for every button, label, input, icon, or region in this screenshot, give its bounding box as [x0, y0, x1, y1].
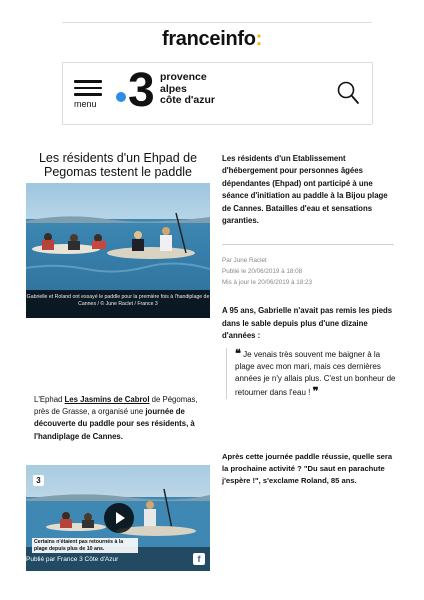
menu-button[interactable] [74, 80, 102, 109]
updated-date: Mis à jour le 20/06/2019 à 18:23 [222, 279, 312, 286]
paragraph-ephad: L'Ephad Les Jasmins de Cabrol de Pégomas, près de Grasse, a organisé une journée de découverte du paddle pour ses résidents, à l'handiplage de Cannes. [34, 395, 198, 441]
photo-caption: Gabrielle et Roland ont essayé le paddle pour la première fois à l'handiplage de Cannes / © June Raclet / France 3 [26, 290, 210, 318]
franceinfo-logo[interactable]: franceinfo: [161, 28, 263, 50]
author-byline: Par June Raclet [222, 257, 267, 264]
play-button[interactable] [104, 503, 134, 533]
article-meta [222, 255, 312, 288]
hamburger-icon [74, 80, 102, 83]
published-date: Publié le 20/06/2019 à 18:08 [222, 268, 303, 275]
region-name: provence alpes côte d'azur [160, 71, 216, 106]
france3-badge: 3 [33, 475, 44, 486]
header-right-border [372, 62, 373, 124]
video-publisher: Publié par France 3 Côte d'Azur [26, 556, 119, 563]
search-icon [336, 80, 360, 106]
blockquote [226, 348, 396, 399]
video-player[interactable] [26, 465, 210, 571]
video-caption: Certains n'étaient pas retournés à la plage depuis plus de 10 ans. [32, 538, 138, 553]
quote-text: Je venais très souvent me baigner à la plage avec mon mari, mais ces dernières années je n'y allais plus. C'est un bonheur de retourner dans l'eau ! [235, 350, 396, 397]
logo-number: 3 [128, 64, 155, 117]
quote-open-icon: ❝ [235, 348, 241, 360]
paragraph-next-activity: Après cette journée paddle réussie, quelle sera la prochaine activité ? "Du saut en parachute j'espère !", s'exclame Roland, 85 ans. [222, 452, 393, 486]
header-top-divider [62, 22, 372, 23]
search-button[interactable] [336, 80, 360, 111]
article-title[interactable]: Les résidents d'un Ehpad de Pegomas testent le paddle [38, 151, 198, 179]
paragraph-gabrielle: A 95 ans, Gabrielle n'avait pas remis les pieds dans le sable depuis plus d'une dizaine d'années : [222, 306, 393, 341]
facebook-icon[interactable]: f [193, 553, 205, 565]
article-lead: Les résidents d'un Etablissement d'hébergement pour personnes âgées dépendantes (Ehpad) ont participé à une séance d'initiation au paddle à la Bijou plage de Cannes. Batailles d'eau et sensations garanties. [222, 154, 388, 226]
header-mid-divider [62, 62, 372, 63]
lead-divider [222, 244, 394, 245]
menu-label: menu [74, 98, 97, 109]
play-icon [104, 503, 134, 533]
blue-dot-icon [116, 92, 126, 102]
quote-close-icon: ❞ [312, 385, 319, 398]
header-bottom-divider [62, 124, 372, 125]
france3-region-logo[interactable] [116, 64, 228, 117]
ephad-link[interactable]: Les Jasmins de Cabrol [64, 395, 150, 404]
header-left-border [62, 62, 63, 124]
